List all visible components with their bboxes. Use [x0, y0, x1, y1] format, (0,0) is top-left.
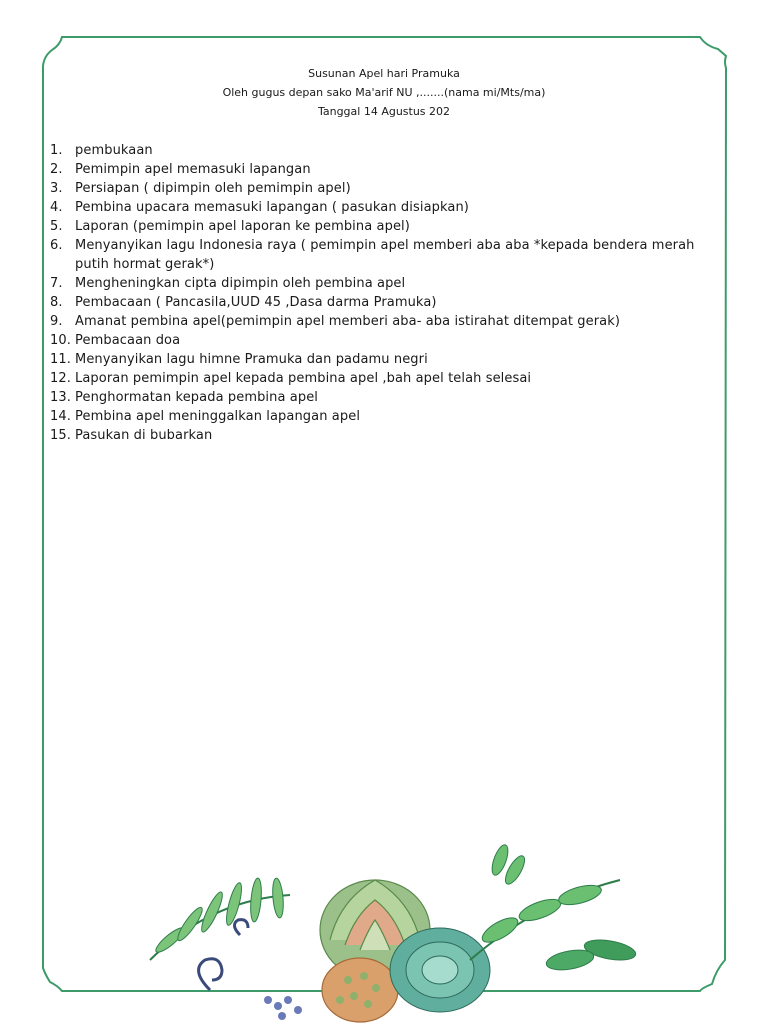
list-item: 3. Persiapan ( dipimpin oleh pemimpin apel): [50, 181, 351, 196]
berries: [264, 996, 302, 1020]
list-item: 14. Pembina apel meninggalkan lapangan apel: [50, 409, 361, 424]
floral-decoration: [140, 840, 650, 1024]
right-leaves: [470, 843, 637, 973]
agenda-list: [50, 141, 730, 445]
document-date: Tanggal 14 Agustus 202: [317, 105, 451, 118]
list-item: 5. Laporan (pemimpin apel laporan ke pembina apel): [50, 219, 410, 234]
list-item: 11. Menyanyikan lagu himne Pramuka dan padamu negri: [50, 352, 428, 367]
list-item: 7. Mengheningkan cipta dipimpin oleh pembina apel: [50, 276, 406, 291]
list-item: 10. Pembacaan doa: [50, 333, 181, 348]
list-item: 1. pembukaan: [50, 143, 153, 158]
document-header: [0, 64, 768, 121]
list-item: 8. Pembacaan ( Pancasila,UUD 45 ,Dasa darma Pramuka): [50, 295, 437, 310]
fern-leaves: [150, 878, 290, 960]
list-item: 6. Menyanyikan lagu Indonesia raya ( pemimpin apel memberi aba aba *kepada bendera merah putih hormat gerak*): [50, 238, 695, 272]
list-item: 12. Laporan pemimpin apel kepada pembina apel ,bah apel telah selesai: [50, 371, 532, 386]
list-item: 15. Pasukan di bubarkan: [50, 428, 213, 443]
list-item: 9. Amanat pembina apel(pemimpin apel memberi aba- aba istirahat ditempat gerak): [50, 314, 621, 329]
lotus-pod: [322, 958, 398, 1022]
list-item: 2. Pemimpin apel memasuki lapangan: [50, 162, 311, 177]
succulent: [390, 928, 490, 1012]
document-title: Susunan Apel hari Pramuka: [308, 67, 460, 80]
list-item: 13. Penghormatan kepada pembina apel: [50, 390, 319, 405]
document-subtitle: Oleh gugus depan sako Ma'arif NU ,.......(nama mi/Mts/ma): [222, 86, 546, 99]
list-item: 4. Pembina upacara memasuki lapangan ( pasukan disiapkan): [50, 200, 469, 215]
